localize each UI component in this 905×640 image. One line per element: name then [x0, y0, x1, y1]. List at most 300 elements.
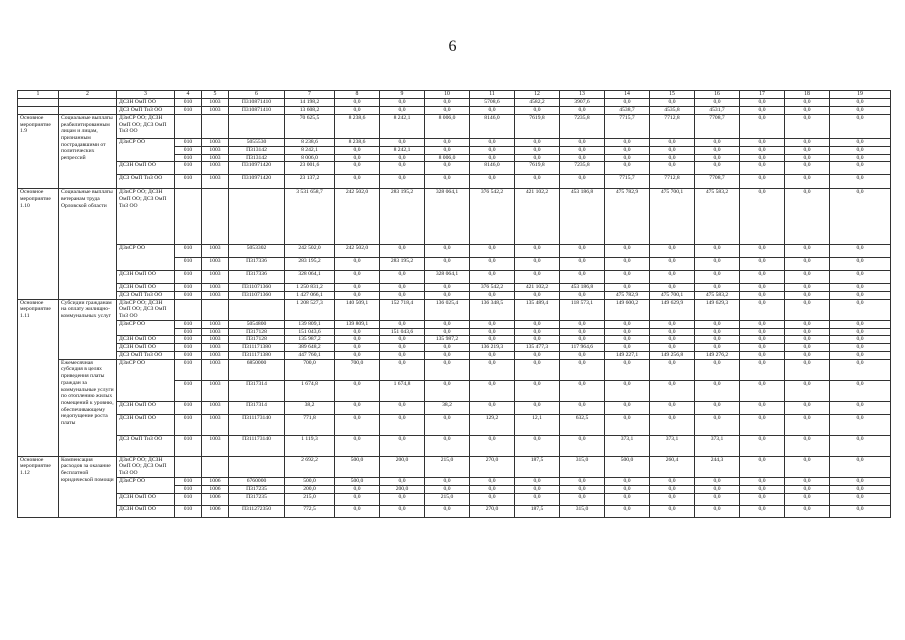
- executor-cell: ДСЗН ОмП ОО: [117, 162, 175, 175]
- value-cell: 0,0: [515, 477, 560, 485]
- value-cell: 152 718,4: [380, 299, 425, 320]
- value-cell: П317314: [229, 380, 285, 401]
- table-row: [18, 292, 891, 300]
- value-cell: 0,0: [335, 154, 380, 162]
- value-cell: 1003: [202, 175, 229, 189]
- value-cell: 200,0: [380, 485, 425, 493]
- value-cell: 7708,7: [695, 175, 740, 189]
- value-cell: 0,0: [830, 351, 891, 359]
- value-cell: 0,0: [560, 336, 605, 344]
- value-cell: 0,0: [335, 258, 380, 271]
- value-cell: 0,0: [335, 414, 380, 435]
- value-cell: 475 700,1: [650, 189, 695, 245]
- value-cell: 0,0: [785, 271, 830, 284]
- value-cell: 1 674,8: [380, 380, 425, 401]
- value-cell: 0,0: [695, 343, 740, 351]
- value-cell: 0,0: [605, 380, 650, 401]
- table-row: [18, 114, 891, 138]
- value-cell: 0,0: [695, 477, 740, 485]
- executor-cell: ДСЗ ОмП ТиЗ ОО: [117, 292, 175, 300]
- table-body: [18, 91, 891, 518]
- value-cell: П317128: [229, 336, 285, 344]
- column-header: 6: [229, 91, 285, 99]
- value-cell: 0,0: [740, 175, 785, 189]
- value-cell: 1003: [202, 328, 229, 336]
- value-cell: 0,0: [650, 328, 695, 336]
- value-cell: 8 006,0: [285, 154, 335, 162]
- value-cell: 0,0: [740, 320, 785, 328]
- value-cell: 12,1: [515, 414, 560, 435]
- value-cell: 0,0: [740, 401, 785, 414]
- value-cell: 010: [175, 435, 202, 456]
- value-cell: 0,0: [425, 175, 470, 189]
- value-cell: 1003: [202, 271, 229, 284]
- value-cell: 0,0: [515, 493, 560, 505]
- value-cell: 0,0: [515, 336, 560, 344]
- value-cell: 0,0: [335, 292, 380, 300]
- value-cell: 010: [175, 336, 202, 344]
- value-cell: 0,0: [785, 493, 830, 505]
- value-cell: 0,0: [560, 477, 605, 485]
- value-cell: 0,0: [560, 328, 605, 336]
- value-cell: 0,0: [830, 380, 891, 401]
- value-cell: 0,0: [515, 401, 560, 414]
- value-cell: 010: [175, 485, 202, 493]
- value-cell: 0,0: [830, 336, 891, 344]
- value-cell: 0,0: [740, 98, 785, 106]
- value-cell: 0,0: [470, 245, 515, 258]
- value-cell: П317235: [229, 485, 285, 493]
- value-cell: 1003: [202, 258, 229, 271]
- value-cell: 135 477,3: [515, 343, 560, 351]
- value-cell: 23 001,6: [285, 162, 335, 175]
- value-cell: [229, 299, 285, 320]
- value-cell: 0,0: [515, 292, 560, 300]
- column-header: 14: [605, 91, 650, 99]
- description-cell: Ежемесячная субсидия в целях приведения платы граждан за коммунальные услуги по отоплению жилых помещений к уровню, обеспечивающему недопущение роста платы: [59, 359, 117, 456]
- value-cell: П313142: [229, 146, 285, 154]
- value-cell: 0,0: [605, 162, 650, 175]
- value-cell: 1006: [202, 477, 229, 485]
- value-cell: 0,0: [830, 138, 891, 146]
- value-cell: 010: [175, 258, 202, 271]
- value-cell: 315,0: [560, 505, 605, 517]
- value-cell: 5053302: [229, 245, 285, 258]
- value-cell: 0,0: [785, 359, 830, 380]
- value-cell: 0,0: [380, 477, 425, 485]
- value-cell: 0,0: [695, 98, 740, 106]
- value-cell: 010: [175, 505, 202, 517]
- value-cell: 0,0: [785, 189, 830, 245]
- value-cell: 0,0: [605, 493, 650, 505]
- value-cell: 0,0: [695, 245, 740, 258]
- column-header: 16: [695, 91, 740, 99]
- value-cell: 0,0: [380, 292, 425, 300]
- value-cell: 0,0: [740, 414, 785, 435]
- value-cell: 8 238,6: [335, 138, 380, 146]
- value-cell: 0,0: [560, 485, 605, 493]
- executor-cell: ДСЗН ОмП ОО: [117, 271, 175, 284]
- executor-cell: ДСЗ ОмП ТиЗ ОО: [117, 435, 175, 456]
- value-cell: 0,0: [830, 114, 891, 138]
- value-cell: 0,0: [830, 106, 891, 114]
- value-cell: 0,0: [740, 380, 785, 401]
- value-cell: 8146,0: [470, 162, 515, 175]
- column-header: 5: [202, 91, 229, 99]
- value-cell: 1003: [202, 351, 229, 359]
- value-cell: 0,0: [830, 292, 891, 300]
- value-cell: П311171380: [229, 351, 285, 359]
- table-row: [18, 271, 891, 284]
- value-cell: 0,0: [785, 114, 830, 138]
- executor-cell: ДСЗН ОмП ОО: [117, 414, 175, 435]
- value-cell: 475 782,9: [605, 292, 650, 300]
- value-cell: 0,0: [785, 98, 830, 106]
- value-cell: [202, 299, 229, 320]
- value-cell: 0,0: [425, 343, 470, 351]
- value-cell: 0,0: [380, 343, 425, 351]
- value-cell: 0,0: [380, 245, 425, 258]
- description-cell: [59, 98, 117, 106]
- value-cell: 0,0: [470, 435, 515, 456]
- executor-cell: ДСЗ ОмП ТиЗ ОО: [117, 175, 175, 189]
- value-cell: П311173140: [229, 435, 285, 456]
- measure-cell: [18, 98, 59, 106]
- value-cell: 0,0: [515, 435, 560, 456]
- value-cell: 0,0: [695, 320, 740, 328]
- value-cell: 0,0: [650, 320, 695, 328]
- value-cell: 0,0: [785, 351, 830, 359]
- value-cell: 0,0: [380, 320, 425, 328]
- measure-cell: [18, 106, 59, 114]
- value-cell: 0,0: [515, 351, 560, 359]
- column-header: 18: [785, 91, 830, 99]
- value-cell: 0,0: [830, 162, 891, 175]
- measure-cell: Основное мероприятие 1.9: [18, 114, 59, 188]
- value-cell: 1003: [202, 292, 229, 300]
- page-number: 6: [448, 38, 457, 55]
- value-cell: 0,0: [830, 98, 891, 106]
- value-cell: 0,0: [380, 401, 425, 414]
- value-cell: 0,0: [470, 477, 515, 485]
- value-cell: 0,0: [740, 328, 785, 336]
- value-cell: 0,0: [830, 359, 891, 380]
- value-cell: 0,0: [605, 505, 650, 517]
- value-cell: 0,0: [470, 271, 515, 284]
- value-cell: 0,0: [830, 284, 891, 292]
- value-cell: 0,0: [695, 146, 740, 154]
- value-cell: 149 227,1: [605, 351, 650, 359]
- value-cell: 0,0: [830, 245, 891, 258]
- value-cell: 0,0: [335, 271, 380, 284]
- table-row: [18, 456, 891, 477]
- value-cell: 0,0: [380, 359, 425, 380]
- executor-cell: ДСЗН ОмП ОО: [117, 505, 175, 517]
- value-cell: 0,0: [470, 106, 515, 114]
- table-row: [18, 401, 891, 414]
- value-cell: 0,0: [830, 414, 891, 435]
- table-row: [18, 477, 891, 485]
- value-cell: 0,0: [740, 284, 785, 292]
- value-cell: 0,0: [335, 343, 380, 351]
- value-cell: 215,0: [285, 493, 335, 505]
- column-header: 11: [470, 91, 515, 99]
- value-cell: 0,0: [605, 320, 650, 328]
- value-cell: 0,0: [380, 435, 425, 456]
- value-cell: 0,0: [380, 175, 425, 189]
- value-cell: 0,0: [515, 258, 560, 271]
- value-cell: 0,0: [335, 493, 380, 505]
- value-cell: 0,0: [785, 343, 830, 351]
- value-cell: 0,0: [695, 505, 740, 517]
- value-cell: 0,0: [560, 292, 605, 300]
- value-cell: 500,0: [335, 456, 380, 477]
- value-cell: 7715,7: [605, 114, 650, 138]
- value-cell: 135 987,2: [285, 336, 335, 344]
- value-cell: 1003: [202, 138, 229, 146]
- value-cell: [175, 299, 202, 320]
- value-cell: 0,0: [695, 336, 740, 344]
- value-cell: 453 186,8: [560, 189, 605, 245]
- table-row: [18, 351, 891, 359]
- value-cell: 0,0: [380, 106, 425, 114]
- value-cell: 244,3: [695, 456, 740, 477]
- value-cell: 0,0: [650, 336, 695, 344]
- value-cell: 0,0: [785, 435, 830, 456]
- executor-cell: ДЗиСР ОО: [117, 138, 175, 161]
- value-cell: 0,0: [785, 336, 830, 344]
- value-cell: 0,0: [470, 292, 515, 300]
- table-row: [18, 505, 891, 517]
- value-cell: 0,0: [560, 435, 605, 456]
- value-cell: 389 648,2: [285, 343, 335, 351]
- value-cell: 0,0: [425, 292, 470, 300]
- value-cell: 0,0: [650, 258, 695, 271]
- value-cell: 1 208 527,3: [285, 299, 335, 320]
- value-cell: 475 583,2: [695, 292, 740, 300]
- value-cell: 0,0: [830, 328, 891, 336]
- value-cell: 010: [175, 292, 202, 300]
- value-cell: 453 186,8: [560, 284, 605, 292]
- value-cell: 4582,2: [515, 98, 560, 106]
- value-cell: 010: [175, 359, 202, 380]
- value-cell: 0,0: [560, 380, 605, 401]
- value-cell: 135 489,4: [515, 299, 560, 320]
- value-cell: 500,0: [285, 477, 335, 485]
- value-cell: 0,0: [695, 485, 740, 493]
- value-cell: 7619,8: [515, 114, 560, 138]
- value-cell: 1003: [202, 146, 229, 154]
- value-cell: 139 809,1: [285, 320, 335, 328]
- value-cell: 0,0: [560, 258, 605, 271]
- value-cell: 7708,7: [695, 114, 740, 138]
- value-cell: 0,0: [470, 258, 515, 271]
- value-cell: 0,0: [470, 351, 515, 359]
- value-cell: П313142: [229, 154, 285, 162]
- value-cell: 0,0: [650, 414, 695, 435]
- value-cell: 010: [175, 138, 202, 146]
- value-cell: 0,0: [785, 162, 830, 175]
- value-cell: 7715,7: [605, 175, 650, 189]
- value-cell: 70 625,5: [285, 114, 335, 138]
- value-cell: 0,0: [830, 493, 891, 505]
- column-header: 3: [117, 91, 175, 99]
- value-cell: 8 006,0: [425, 154, 470, 162]
- value-cell: 0,0: [560, 106, 605, 114]
- value-cell: 0,0: [560, 401, 605, 414]
- value-cell: 0,0: [650, 505, 695, 517]
- value-cell: 0,0: [830, 299, 891, 320]
- value-cell: 0,0: [695, 380, 740, 401]
- value-cell: 0,0: [515, 106, 560, 114]
- value-cell: 0,0: [650, 138, 695, 146]
- value-cell: 0,0: [785, 175, 830, 189]
- measure-cell: Основное мероприятие 1.10: [18, 189, 59, 299]
- value-cell: 0,0: [605, 98, 650, 106]
- value-cell: 010: [175, 493, 202, 505]
- value-cell: 0,0: [425, 138, 470, 146]
- value-cell: 0,0: [560, 271, 605, 284]
- value-cell: 1003: [202, 435, 229, 456]
- value-cell: 0,0: [740, 351, 785, 359]
- value-cell: 4538,7: [605, 106, 650, 114]
- value-cell: 0,0: [560, 175, 605, 189]
- value-cell: 5055530: [229, 138, 285, 146]
- value-cell: 0,0: [605, 154, 650, 162]
- table-row: [18, 284, 891, 292]
- description-cell: [59, 106, 117, 114]
- table-row: [18, 435, 891, 456]
- value-cell: 0,0: [650, 154, 695, 162]
- value-cell: 0,0: [830, 485, 891, 493]
- value-cell: 0,0: [785, 138, 830, 146]
- value-cell: 8 238,6: [285, 138, 335, 146]
- executor-cell: ДЗиСР ОО; ДСЗН ОмП ОО; ДСЗ ОмП ТиЗ ОО: [117, 189, 175, 245]
- value-cell: 0,0: [335, 336, 380, 344]
- description-cell: Социальные выплаты реабилитированным лицам и лицам, признанным пострадавшими от политических репрессий: [59, 114, 117, 188]
- budget-table: [17, 90, 891, 518]
- column-header: 19: [830, 91, 891, 99]
- value-cell: 0,0: [425, 485, 470, 493]
- value-cell: 0,0: [650, 380, 695, 401]
- value-cell: 0,0: [785, 106, 830, 114]
- value-cell: 0,0: [605, 343, 650, 351]
- value-cell: [229, 189, 285, 245]
- value-cell: 0,0: [740, 359, 785, 380]
- executor-cell: ДЗиСР ОО: [117, 359, 175, 401]
- value-cell: 0,0: [335, 162, 380, 175]
- value-cell: 7619,8: [515, 162, 560, 175]
- value-cell: 0,0: [335, 175, 380, 189]
- value-cell: 421 102,2: [515, 284, 560, 292]
- value-cell: 0,0: [335, 401, 380, 414]
- value-cell: 0,0: [515, 380, 560, 401]
- value-cell: 0,0: [605, 359, 650, 380]
- value-cell: 0,0: [740, 258, 785, 271]
- value-cell: 0,0: [515, 175, 560, 189]
- value-cell: 1003: [202, 320, 229, 328]
- value-cell: 0,0: [605, 485, 650, 493]
- value-cell: 0,0: [785, 505, 830, 517]
- value-cell: 010: [175, 154, 202, 162]
- value-cell: 010: [175, 320, 202, 328]
- value-cell: 0,0: [830, 343, 891, 351]
- value-cell: 010: [175, 245, 202, 258]
- value-cell: 0,0: [650, 284, 695, 292]
- value-cell: 010: [175, 380, 202, 401]
- value-cell: 38,2: [285, 401, 335, 414]
- value-cell: 010: [175, 477, 202, 485]
- value-cell: 0,0: [785, 299, 830, 320]
- table-row: [18, 343, 891, 351]
- value-cell: П311071360: [229, 284, 285, 292]
- value-cell: 0,0: [470, 336, 515, 344]
- value-cell: 1003: [202, 414, 229, 435]
- table-row: [18, 320, 891, 328]
- value-cell: 0,0: [605, 477, 650, 485]
- value-cell: 0,0: [470, 485, 515, 493]
- value-cell: 0,0: [830, 456, 891, 477]
- column-header: 12: [515, 91, 560, 99]
- measure-cell: Основное мероприятие 1.12: [18, 456, 59, 517]
- table-row: [18, 98, 891, 106]
- value-cell: 270,0: [470, 456, 515, 477]
- value-cell: 0,0: [650, 359, 695, 380]
- value-cell: 447 760,1: [285, 351, 335, 359]
- value-cell: 0,0: [470, 175, 515, 189]
- value-cell: 0,0: [470, 138, 515, 146]
- value-cell: 187,5: [515, 456, 560, 477]
- value-cell: 0,0: [515, 245, 560, 258]
- value-cell: 0,0: [830, 477, 891, 485]
- value-cell: 0,0: [830, 435, 891, 456]
- value-cell: [175, 456, 202, 477]
- value-cell: 0,0: [830, 320, 891, 328]
- value-cell: П310871410: [229, 98, 285, 106]
- value-cell: 136 219,3: [470, 343, 515, 351]
- value-cell: 0,0: [650, 485, 695, 493]
- column-header: 2: [59, 91, 117, 99]
- value-cell: 0,0: [380, 493, 425, 505]
- executor-cell: ДСЗН ОмП ОО: [117, 343, 175, 351]
- value-cell: 0,0: [830, 175, 891, 189]
- value-cell: 1003: [202, 380, 229, 401]
- value-cell: 0,0: [785, 320, 830, 328]
- value-cell: 1003: [202, 245, 229, 258]
- value-cell: 215,0: [425, 456, 470, 477]
- value-cell: 0,0: [605, 271, 650, 284]
- value-cell: 0,0: [470, 328, 515, 336]
- value-cell: 0,0: [380, 138, 425, 146]
- value-cell: 0,0: [470, 320, 515, 328]
- value-cell: 0,0: [605, 414, 650, 435]
- value-cell: 0,0: [515, 154, 560, 162]
- value-cell: 0,0: [560, 146, 605, 154]
- value-cell: 1006: [202, 485, 229, 493]
- value-cell: 0,0: [785, 292, 830, 300]
- value-cell: 139 809,1: [335, 320, 380, 328]
- value-cell: [229, 456, 285, 477]
- value-cell: 0,0: [695, 162, 740, 175]
- value-cell: 8 238,6: [335, 114, 380, 138]
- value-cell: 0,0: [740, 456, 785, 477]
- value-cell: П317336: [229, 258, 285, 271]
- value-cell: 0,0: [695, 493, 740, 505]
- executor-cell: ДСЗ ОмП ТиЗ ОО: [117, 351, 175, 359]
- value-cell: 0,0: [695, 414, 740, 435]
- value-cell: 151 043,6: [380, 328, 425, 336]
- column-header: 4: [175, 91, 202, 99]
